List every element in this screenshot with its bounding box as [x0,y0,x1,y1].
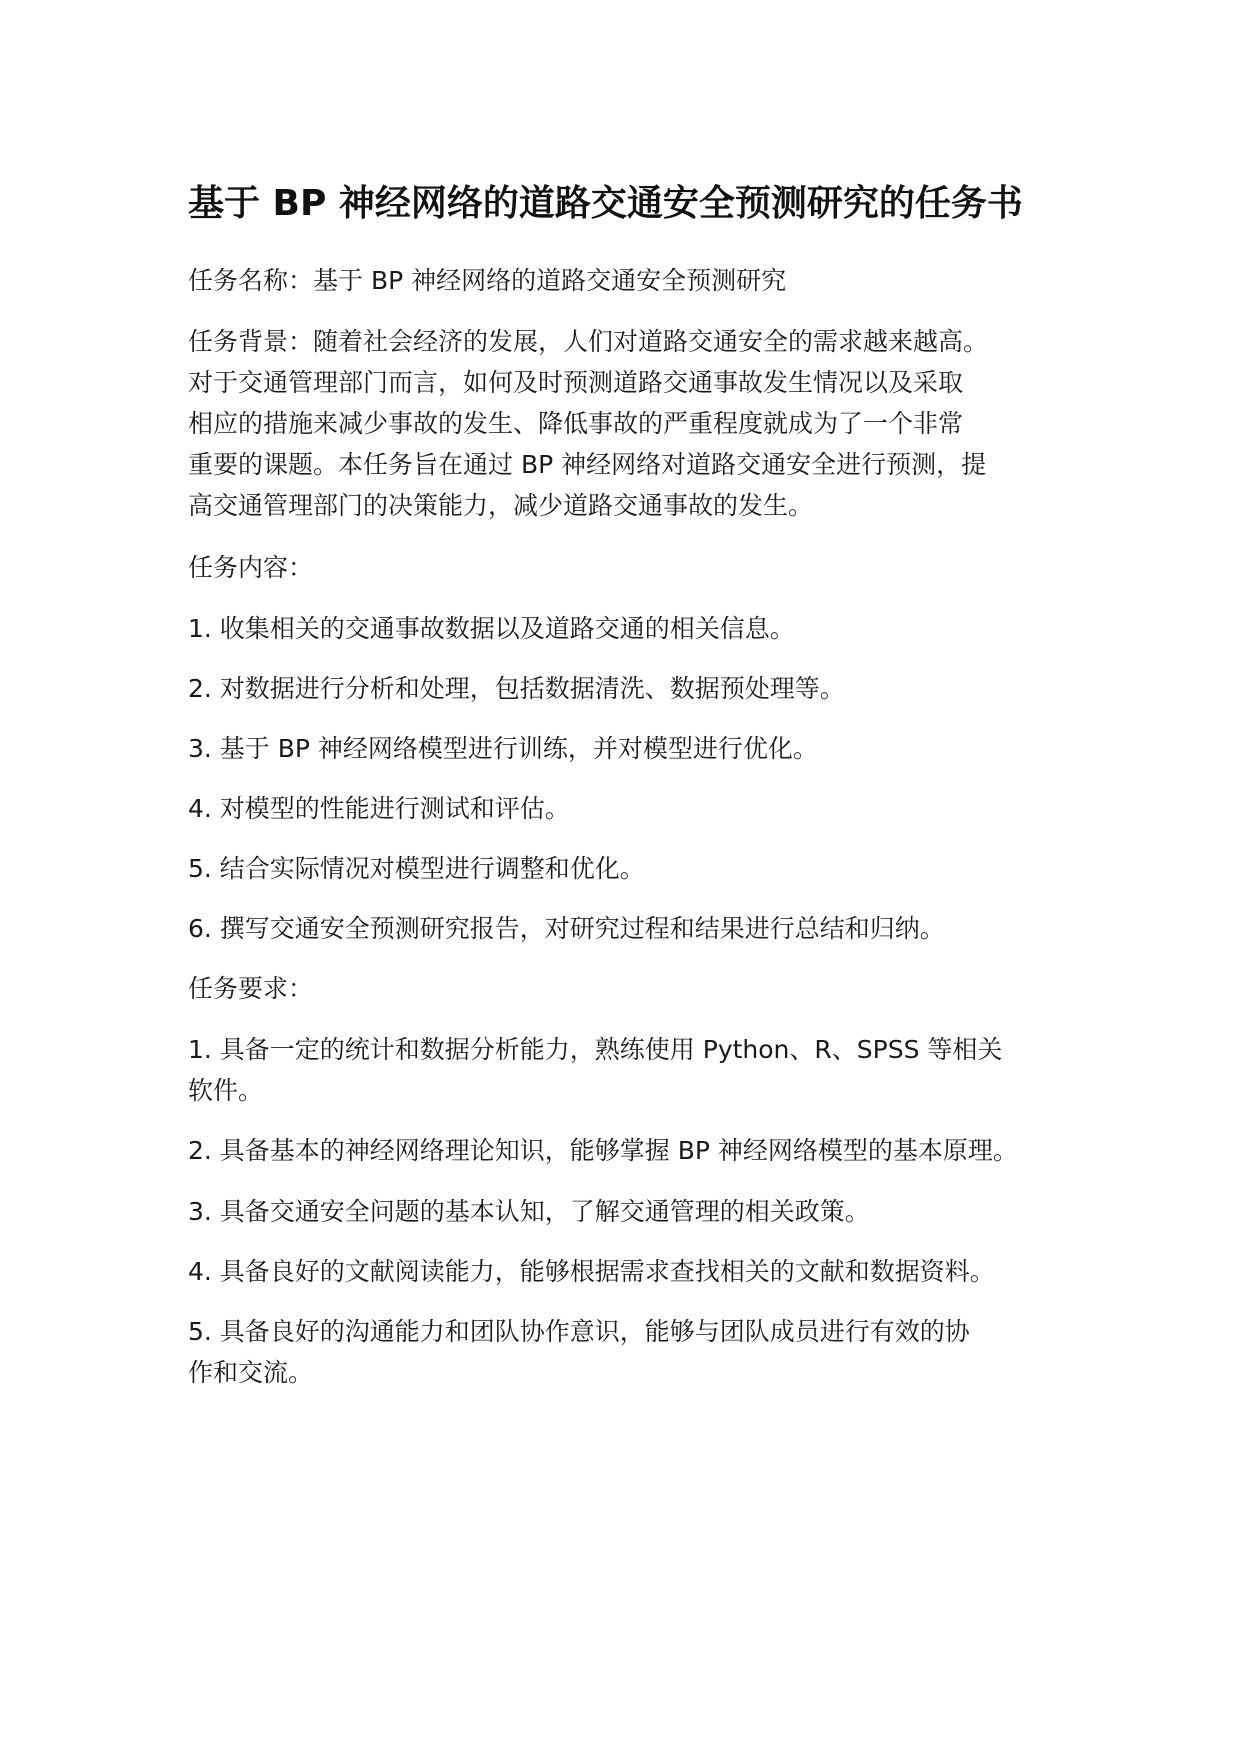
list-item-line: 2. 对数据进行分析和处理，包括数据清洗、数据预处理等。 [188,674,845,703]
task-content-item [188,788,1068,829]
list-item-line: 5. 结合实际情况对模型进行调整和优化。 [188,854,645,883]
paragraph-line: 任务名称：基于 BP 神经网络的道路交通安全预测研究 [188,266,787,295]
task-content-item [188,728,1068,769]
paragraph-line: 高交通管理部门的决策能力，减少道路交通事故的发生。 [188,491,814,520]
document-title: 基于 BP 神经网络的道路交通安全预测研究的任务书 [188,183,1023,224]
task-content-item [188,668,1068,709]
task-requirements-heading [188,968,1068,1009]
list-item-line: 4. 具备良好的文献阅读能力，能够根据需求查找相关的文献和数据资料。 [188,1257,995,1286]
task-requirement-item [188,1311,1068,1393]
paragraph-line: 重要的课题。本任务旨在通过 BP 神经网络对道路交通安全进行预测，提 [188,450,987,479]
list-item-line: 2. 具备基本的神经网络理论知识，能够掌握 BP 神经网络模型的基本原理。 [188,1136,1018,1165]
list-item-line: 3. 具备交通安全问题的基本认知，了解交通管理的相关政策。 [188,1197,870,1226]
task-name-paragraph [188,260,1068,301]
task-content-heading [188,547,1068,588]
task-requirement-item [188,1130,1068,1171]
list-item-line: 1. 收集相关的交通事故数据以及道路交通的相关信息。 [188,614,795,643]
list-item-line: 作和交流。 [188,1358,314,1387]
section-heading: 任务要求： [188,974,314,1003]
task-content-item [188,608,1068,649]
task-content-item [188,908,1068,949]
task-requirement-item [188,1191,1068,1232]
paragraph-line: 对于交通管理部门而言，如何及时预测道路交通事故发生情况以及采取 [188,368,964,397]
list-item-line: 1. 具备一定的统计和数据分析能力，熟练使用 Python、R、SPSS 等相关 [188,1035,1003,1064]
paragraph-line: 相应的措施来减少事故的发生、降低事故的严重程度就成为了一个非常 [188,409,964,438]
list-item-line: 软件。 [188,1076,264,1105]
list-item-line: 3. 基于 BP 神经网络模型进行训练，并对模型进行优化。 [188,734,818,763]
list-item-line: 6. 撰写交通安全预测研究报告，对研究过程和结果进行总结和归纳。 [188,914,945,943]
task-requirement-item [188,1251,1068,1292]
section-heading: 任务内容： [188,553,314,582]
list-item-line: 5. 具备良好的沟通能力和团队协作意识，能够与团队成员进行有效的协 [188,1317,970,1346]
list-item-line: 4. 对模型的性能进行测试和评估。 [188,794,570,823]
task-content-item [188,848,1068,889]
paragraph-line: 任务背景：随着社会经济的发展，人们对道路交通安全的需求越来越高。 [188,327,989,356]
task-background-paragraph [188,321,1068,526]
task-requirement-item [188,1029,1068,1111]
